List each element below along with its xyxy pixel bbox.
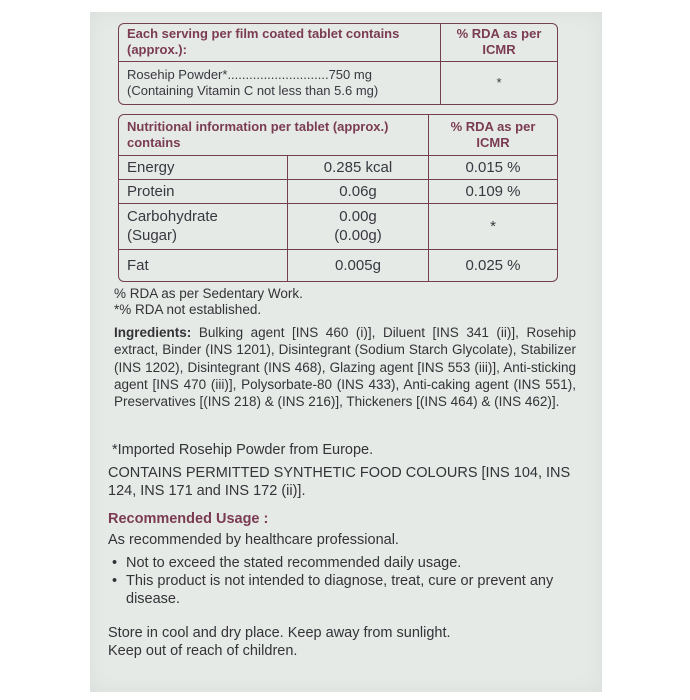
nutrient-rda: 0.109 %	[429, 179, 558, 203]
serving-table	[118, 23, 558, 105]
list-item	[108, 572, 578, 608]
usage-heading: Recommended Usage :	[108, 511, 269, 527]
ingredients	[114, 324, 576, 410]
recommended-usage	[108, 510, 578, 608]
storage-line-2: Keep out of reach of children.	[108, 643, 298, 659]
nutrient-value: 0.005g	[288, 249, 429, 281]
nutrient-value	[288, 203, 429, 249]
storage-line-1: Store in cool and dry place. Keep away from sunlight.	[108, 625, 451, 641]
nutrient-rda: 0.015 %	[429, 155, 558, 179]
rda-note-2: *% RDA not established.	[114, 302, 262, 317]
nutrition-table	[118, 114, 558, 282]
serving-header-left: Each serving per film coated tablet contains (approx.):	[119, 24, 441, 61]
bullet-icon: •	[112, 573, 118, 589]
nutrient-rda: *	[429, 203, 558, 249]
usage-bullet-text: Not to exceed the stated recommended daily usage.	[126, 555, 462, 571]
nutrient-name: Fat	[119, 249, 288, 281]
nutrient-name-line2: (Sugar)	[127, 227, 178, 244]
serving-header-right: % RDA as per ICMR	[441, 24, 558, 61]
rosehip-sub: (Containing Vitamin C not less than 5.6 mg)	[127, 82, 379, 98]
nutrient-name-line1: Carbohydrate	[127, 208, 218, 225]
rosehip-row	[119, 61, 441, 104]
storage-instructions	[108, 624, 578, 660]
table-row	[119, 179, 557, 203]
table-row	[119, 155, 557, 179]
ingredients-label: Ingredients:	[114, 325, 192, 340]
usage-line: As recommended by healthcare professional.	[108, 532, 399, 548]
list-item	[108, 554, 578, 572]
imported-note: *Imported Rosehip Powder from Europe.	[112, 442, 374, 458]
nutrient-value-line1: 0.00g	[339, 208, 377, 225]
nutrient-name	[119, 203, 288, 249]
colours-statement: CONTAINS PERMITTED SYNTHETIC FOOD COLOURS [INS 104, INS 124, INS 171 and INS 172 (ii)].	[108, 465, 571, 499]
rosehip-name: Rosehip Powder*............................750 mg	[127, 66, 372, 82]
usage-bullet-text: This product is not intended to diagnose, treat, cure or prevent any disease.	[126, 573, 554, 607]
usage-bullets	[108, 554, 578, 608]
bullet-icon: •	[112, 555, 118, 571]
rda-notes	[114, 286, 534, 318]
ingredients-text: Bulking agent [INS 460 (i)], Diluent [INS 341 (ii)], Rosehip extract, Binder (INS 1201), Disintegrant (Sodium Starch Glycolate), Stabilizer (INS 1202), Disintegrant (INS 468), Glazing agent [INS 553 (iii)], Anti-sticking agent [INS 470 (iii)], Polysorbate-80 (INS 433), Anti-caking agent (INS 551), Preservatives [(INS 218) & (INS 216)], Thickeners [(INS 464) & (INS 462)].	[114, 325, 576, 410]
table-row	[119, 203, 557, 249]
nutrient-name: Protein	[119, 179, 288, 203]
nutrient-value-line2: (0.00g)	[334, 227, 382, 244]
nutrient-value: 0.285 kcal	[288, 155, 429, 179]
table-row	[119, 249, 557, 281]
rda-note-1: % RDA as per Sedentary Work.	[114, 286, 303, 301]
rosehip-rda: *	[441, 61, 558, 104]
nutrient-rda: 0.025 %	[429, 249, 558, 281]
nutrition-header-left: Nutritional information per tablet (approx.) contains	[119, 115, 429, 155]
nutrient-name: Energy	[119, 155, 288, 179]
nutrition-header-right: % RDA as per ICMR	[429, 115, 558, 155]
nutrient-value: 0.06g	[288, 179, 429, 203]
